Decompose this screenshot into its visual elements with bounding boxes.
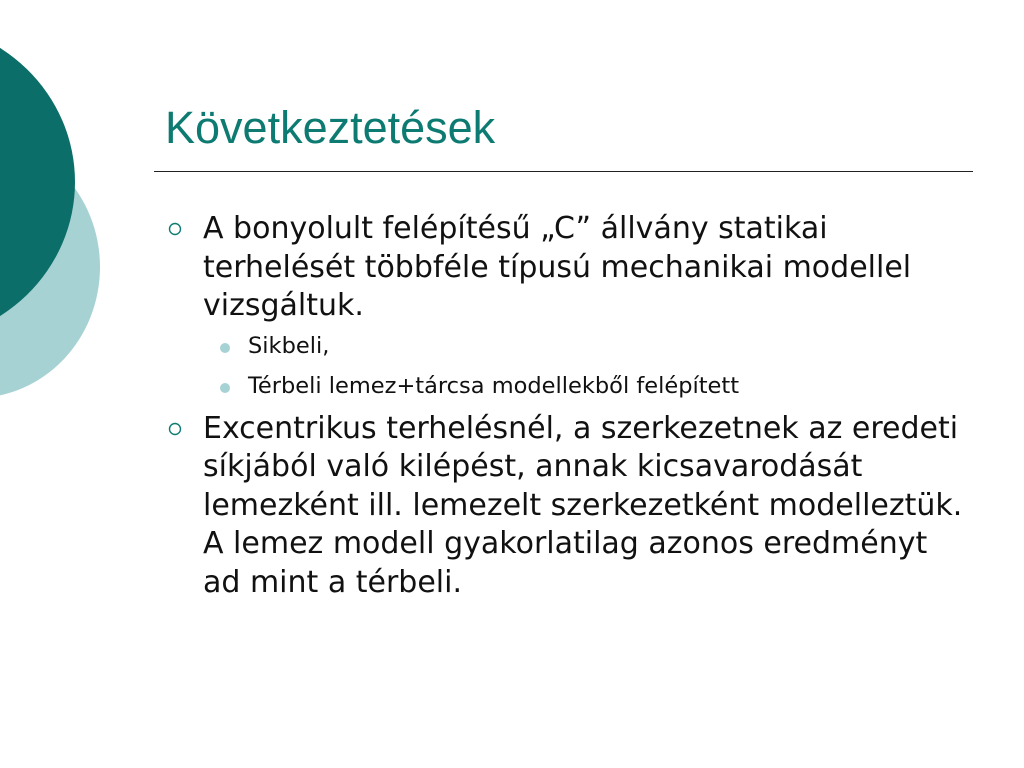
slide-content — [160, 210, 970, 602]
hollow-circle-icon — [168, 222, 182, 236]
title-divider — [154, 171, 973, 172]
sub-bullet-text: Térbeli lemez+tárcsa modellekből felépített — [248, 372, 740, 399]
sub-bullet-item — [160, 326, 970, 366]
sub-bullet-text: Sikbeli, — [248, 332, 330, 359]
filled-dot-icon — [220, 383, 230, 393]
sub-bullet-item — [160, 366, 970, 406]
bullet-text: Excentrikus terhelésnél, a szerkezetnek az eredeti síkjából való kilépést, annak kicsavarodását lemezként ill. lemezelt szerkezetként modelleztük. A lemez modell gyakorlatilag azonos eredményt ad mint a térbeli. — [203, 410, 963, 600]
sub-bullet-list — [160, 326, 970, 406]
bullet-item — [160, 410, 970, 603]
hollow-circle-icon — [168, 422, 182, 436]
bullet-item — [160, 210, 970, 326]
bullet-text: A bonyolult felépítésű „C” állvány statikai terhelését többféle típusú mechanikai modellel vizsgáltuk. — [203, 211, 912, 323]
filled-dot-icon — [220, 343, 230, 353]
slide-title: Következtetések — [165, 102, 496, 153]
